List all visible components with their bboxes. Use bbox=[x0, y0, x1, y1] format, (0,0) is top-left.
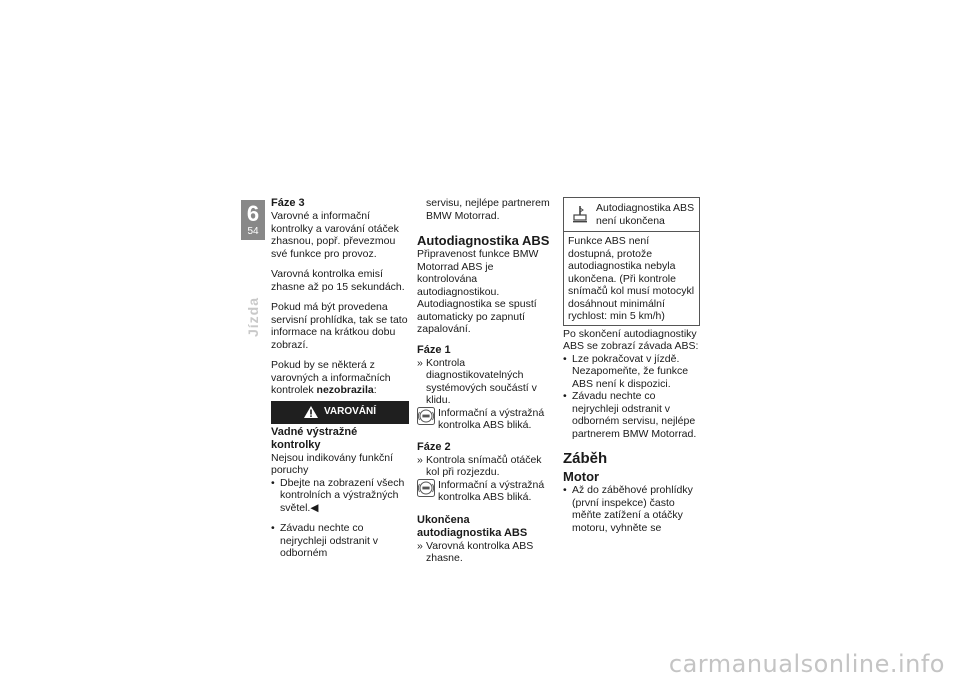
chapter-page-badge bbox=[241, 200, 265, 240]
list-item: • Závadu nechte co nejrychleji odstranit v odborném servisu, nejlépe partnerem BMW Motorrad. bbox=[563, 390, 700, 440]
column-3 bbox=[563, 197, 700, 534]
page-number: 54 bbox=[247, 226, 259, 237]
abs-indicator-icon bbox=[417, 479, 435, 497]
warning-label: VAROVÁNÍ bbox=[323, 405, 377, 417]
missing-lights-bold: nezobrazila bbox=[316, 384, 374, 396]
warning-banner bbox=[271, 401, 409, 424]
abs-indicator-icon bbox=[417, 407, 435, 425]
phase1-step: » Kontrola diagnostikovatelných systémových součástí v klidu. bbox=[417, 357, 553, 407]
phase2-indicator-text: Informační a výstražná kontrolka ABS bliká. bbox=[438, 478, 545, 503]
info-box-body: Funkce ABS není dostupná, protože autodiagnostika nebyla ukončena. (Při kontrole snímačů kol musí motocykl dosáhnout minimální rychlost: min 5 km/h) bbox=[568, 235, 695, 322]
section-side-label: Jízda bbox=[245, 296, 261, 337]
watermark: carmanualsonline.info bbox=[668, 650, 945, 678]
chapter-number: 6 bbox=[246, 201, 260, 226]
abs-info-icon bbox=[570, 204, 590, 224]
list-item: • Dbejte na zobrazení všech kontrolních a výstražných světel.◀ bbox=[271, 477, 409, 515]
phase3-heading: Fáze 3 bbox=[271, 197, 305, 209]
missing-lights-text: Pokud by se některá z varovných a informačních kontrolek bbox=[271, 359, 391, 396]
phase1-heading: Fáze 1 bbox=[417, 343, 451, 356]
after-diagnostics-text: Po skončení autodiagnostiky ABS se zobrazí závada ABS: bbox=[563, 327, 699, 352]
phase3-paragraph: Varovné a informační kontrolky a varování otáček zhasnou, popř. převezmou své funkce pro provoz. bbox=[271, 210, 399, 260]
phase2-step: » Kontrola snímačů otáček kol při rozjezdu. bbox=[417, 454, 553, 479]
abs-section-title: Autodiagnostika ABS bbox=[417, 233, 550, 248]
list-item: • Až do záběhové prohlídky (první inspekce) často měňte zatížení a otáčky motoru, vyhněte se bbox=[563, 484, 700, 534]
end-step: » Varovná kontrolka ABS zhasne. bbox=[417, 540, 553, 565]
phase1-indicator-row bbox=[417, 407, 553, 432]
continued-text: servisu, nejlépe partnerem BMW Motorrad. bbox=[426, 197, 550, 222]
break-in-title: Záběh bbox=[563, 450, 608, 467]
engine-subtitle: Motor bbox=[563, 469, 600, 484]
abs-info-box bbox=[563, 197, 700, 326]
phase2-heading: Fáze 2 bbox=[417, 440, 451, 453]
service-paragraph: Pokud má být provedena servisní prohlídka, tak se tato informace na krátkou dobu zobrazí. bbox=[271, 301, 408, 351]
column-1 bbox=[271, 197, 409, 560]
missing-lights-end: : bbox=[373, 384, 377, 396]
missing-lights-paragraph bbox=[271, 359, 409, 397]
list-item: • Závadu nechte co nejrychleji odstranit v odborném bbox=[271, 522, 409, 560]
readiness-paragraph: Připravenost funkce BMW Motorrad ABS je kontrolována autodiagnostikou. Autodiagnostika se spustí automaticky po zapnutí zapalování. bbox=[417, 248, 539, 335]
warning-heading: Vadné výstražné kontrolky bbox=[271, 425, 358, 451]
info-box-header bbox=[564, 198, 699, 232]
column-2 bbox=[417, 197, 553, 565]
warning-triangle-icon bbox=[304, 406, 318, 418]
end-heading: Ukončena autodiagnostika ABS bbox=[417, 513, 528, 539]
phase1-indicator-text: Informační a výstražná kontrolka ABS bliká. bbox=[438, 406, 545, 431]
phase2-indicator-row bbox=[417, 479, 553, 504]
list-item: • Lze pokračovat v jízdě. Nezapomeňte, že funkce ABS není k dispozici. bbox=[563, 353, 700, 391]
emission-paragraph: Varovná kontrolka emisí zhasne až po 15 sekundách. bbox=[271, 268, 405, 293]
info-box-title: Autodiagnostika ABS není ukončena bbox=[596, 202, 695, 227]
warning-text: Nejsou indikovány funkční poruchy bbox=[271, 451, 393, 476]
